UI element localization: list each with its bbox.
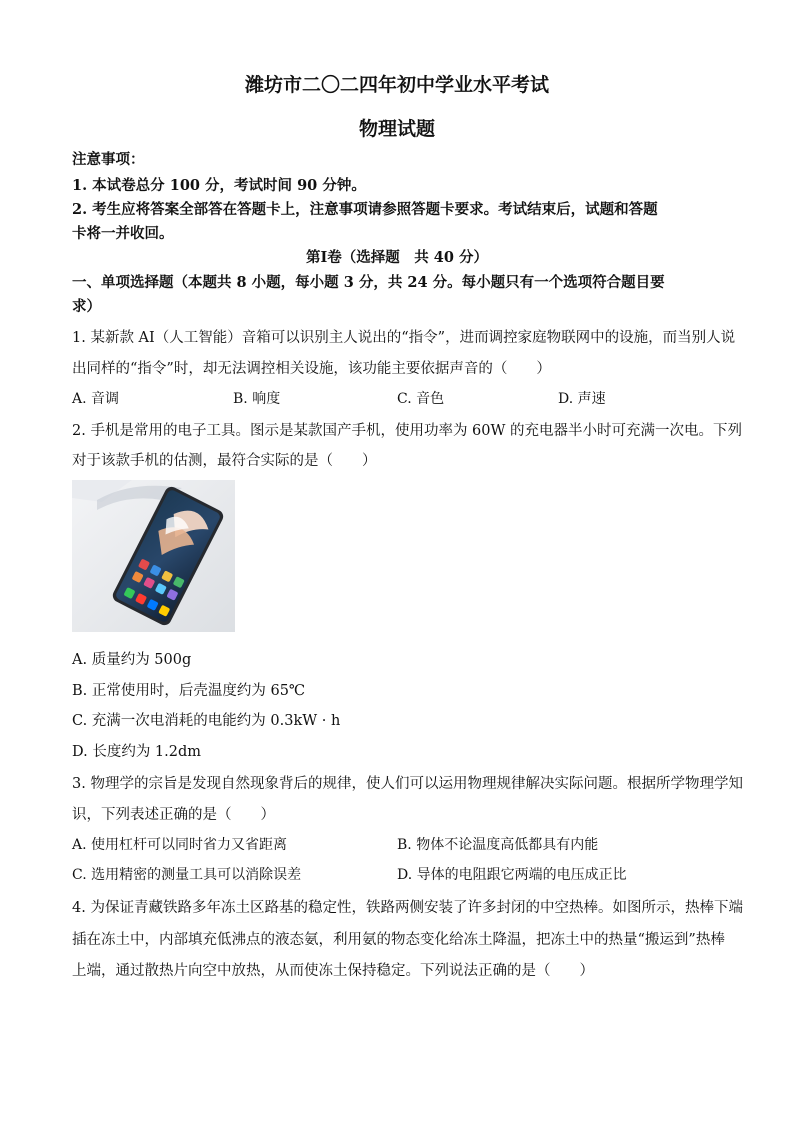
q3-option-c: C. 选用精密的测量工具可以消除误差: [72, 867, 302, 883]
q3-stem-line-1: 3. 物理学的宗旨是发现自然现象背后的规律，使人们可以运用物理规律解决实际问题。根据所学物理学知: [72, 776, 743, 792]
q3-option-d: D. 导体的电阻跟它两端的电压成正比: [397, 867, 627, 883]
q1-option-b: B. 响度: [233, 391, 281, 407]
q2-option-b: B. 正常使用时，后壳温度约为 65℃: [72, 683, 306, 699]
q2-stem-line-1: 2. 手机是常用的电子工具。图示是某款国产手机，使用功率为 60W 的充电器半小时可充满一次电。下列: [72, 423, 743, 439]
q2-stem-line-2: 对于该款手机的估测，最符合实际的是（ ）: [72, 453, 377, 469]
part-title-line-1: 一、单项选择题（本题共 8 小题，每小题 3 分，共 24 分。每小题只有一个选项符合题目要: [72, 274, 665, 291]
q3-option-a: A. 使用杠杆可以同时省力又省距离: [72, 837, 288, 853]
q3-option-b: B. 物体不论温度高低都具有内能: [397, 837, 599, 853]
q1-stem-line-1: 1. 某新款 AI（人工智能）音箱可以识别主人说出的“指令”，进而调控家庭物联网中的设施，而当别人说: [72, 330, 736, 346]
notice-heading: 注意事项：: [72, 151, 145, 168]
exam-title: 潍坊市二〇二四年初中学业水平考试: [244, 74, 549, 96]
notice-item-2-line-2: 卡将一并收回。: [72, 225, 174, 242]
exam-subtitle: 物理试题: [358, 118, 435, 140]
q4-stem-line-1: 4. 为保证青藏铁路多年冻土区路基的稳定性，铁路两侧安装了许多封闭的中空热棒。如图所示，热棒下端: [72, 900, 743, 916]
smartphone-illustration: [72, 480, 235, 632]
q3-stem-line-2: 识，下列表述正确的是（ ）: [72, 807, 275, 823]
q2-option-a: A. 质量约为 500g: [72, 652, 192, 668]
q1-option-c: C. 音色: [397, 391, 445, 407]
notice-item-2-line-1: 2. 考生应将答案全部答在答题卡上，注意事项请参照答题卡要求。考试结束后，试题和答题: [72, 201, 658, 218]
q1-option-d: D. 声速: [558, 391, 606, 407]
q1-option-a: A. 音调: [72, 391, 120, 407]
q4-stem-line-3: 上端，通过散热片向空中放热，从而使冻土保持稳定。下列说法正确的是（ ）: [72, 963, 594, 979]
notice-item-1: 1. 本试卷总分 100 分，考试时间 90 分钟。: [72, 177, 366, 194]
part-title-line-2: 求）: [72, 298, 101, 315]
q4-stem-line-2: 插在冻土中，内部填充低沸点的液态氨，利用氨的物态变化给冻土降温，把冻土中的热量“搬运到”热棒: [72, 932, 725, 948]
q2-option-d: D. 长度约为 1.2dm: [72, 744, 202, 760]
volume-title: 第Ⅰ卷（选择题 共 40 分）: [305, 249, 489, 266]
q2-option-c: C. 充满一次电消耗的电能约为 0.3kW · h: [72, 713, 341, 729]
q1-stem-line-2: 出同样的“指令”时，却无法调控相关设施，该功能主要依据声音的（ ）: [72, 361, 551, 377]
smartphone-photo: [72, 480, 235, 632]
